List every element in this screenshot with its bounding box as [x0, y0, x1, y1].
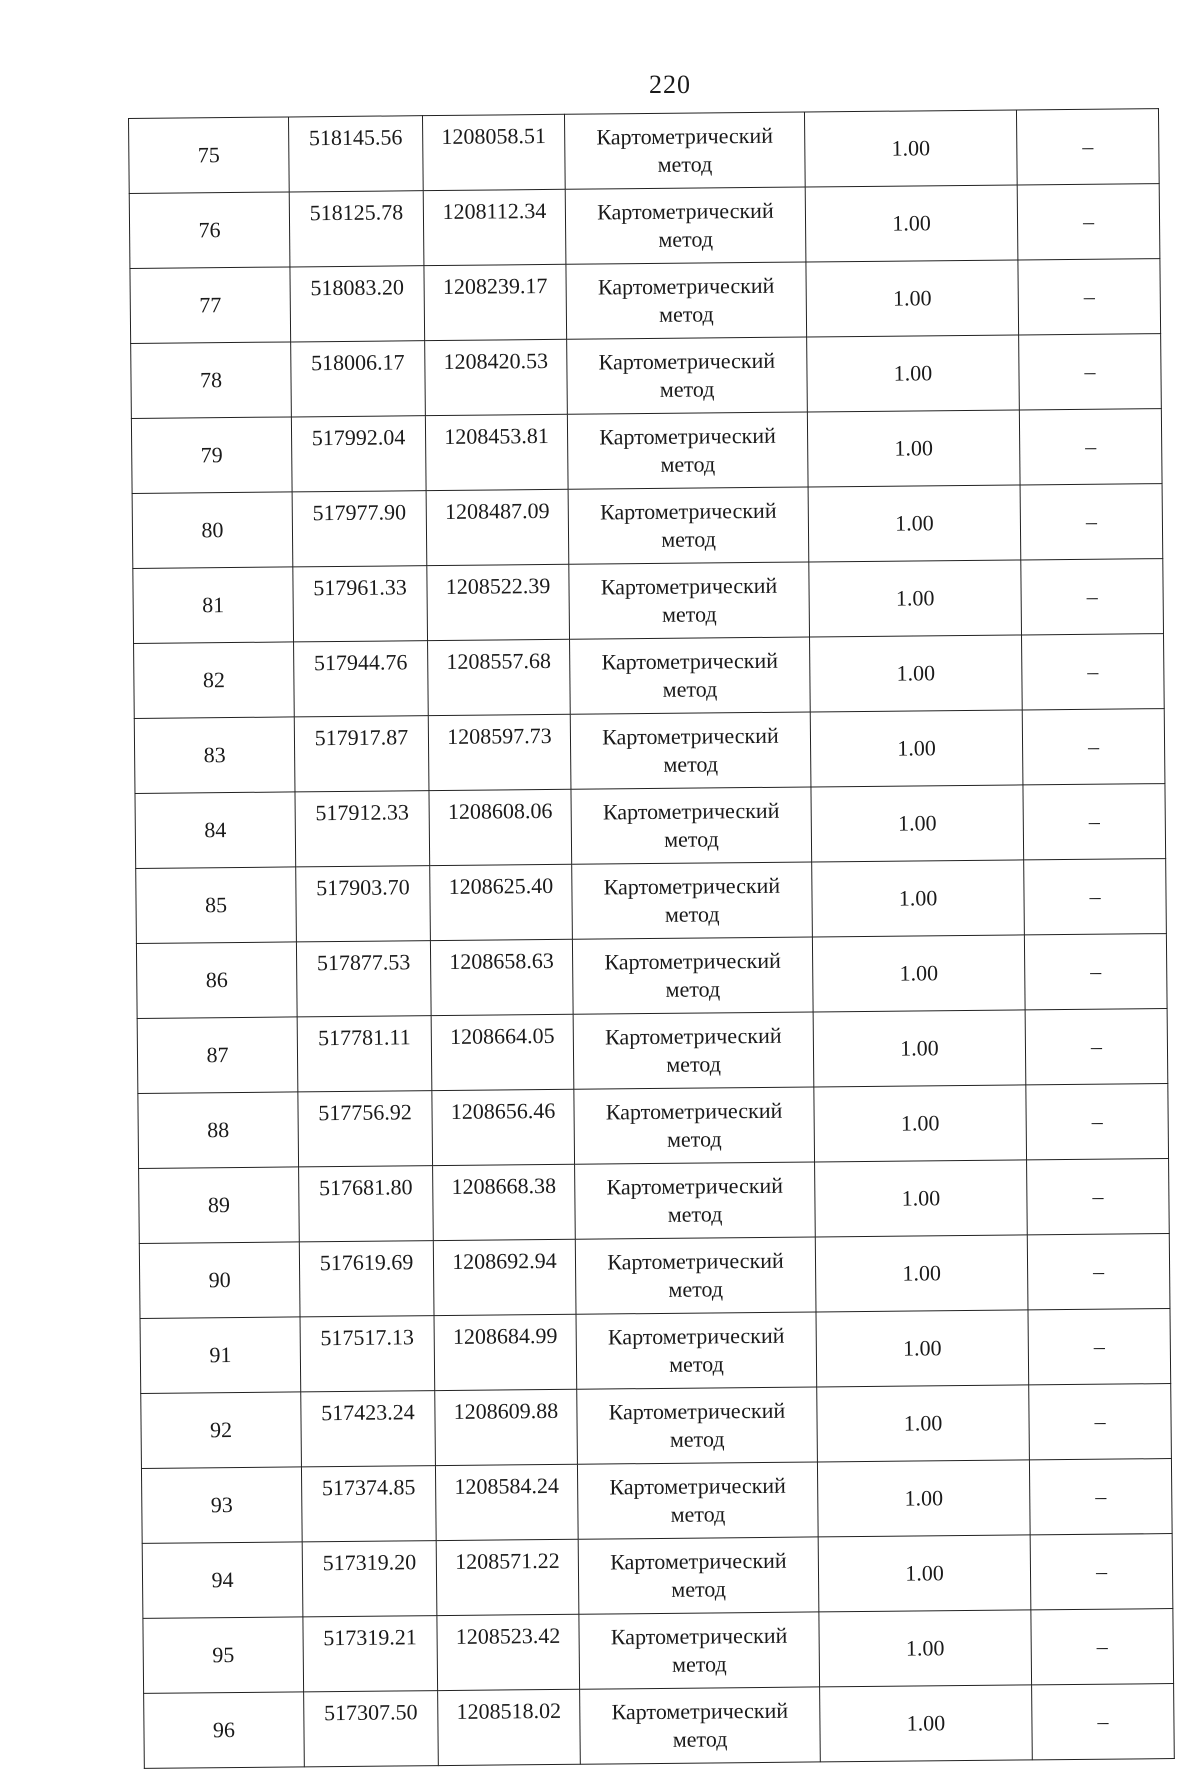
precision-cell: 1.00 [815, 1160, 1028, 1237]
method-line-1: Картометрический [600, 572, 778, 600]
point-number-cell: 79 [131, 417, 292, 494]
precision-cell: 1.00 [814, 1085, 1027, 1162]
note-cell: – [1018, 259, 1161, 335]
precision-cell: 1.00 [810, 635, 1023, 712]
precision-cell: 1.00 [818, 1535, 1031, 1612]
precision-cell: 1.00 [817, 1385, 1030, 1462]
method-line-2: метод [672, 1726, 728, 1752]
y-coordinate-cell: 1208487.09 [426, 489, 569, 565]
note-cell: – [1031, 1609, 1174, 1685]
table-row [139, 1234, 1170, 1319]
table-row [137, 1009, 1168, 1094]
method-line-1: Картометрический [611, 1697, 789, 1725]
table-row [144, 1684, 1175, 1769]
method-line-1: Картометрический [597, 272, 775, 300]
y-coordinate-cell: 1208557.68 [428, 639, 571, 715]
coordinates-table [128, 108, 1175, 1769]
x-coordinate-cell: 517992.04 [291, 416, 426, 492]
precision-cell: 1.00 [816, 1310, 1029, 1387]
method-cell [574, 1087, 815, 1164]
method-line-1: Картометрический [599, 497, 777, 525]
precision-cell: 1.00 [812, 860, 1025, 937]
y-coordinate-cell: 1208058.51 [422, 114, 565, 190]
method-line-1: Картометрический [610, 1547, 787, 1575]
method-cell [569, 562, 810, 639]
method-cell [567, 337, 808, 414]
precision-cell: 1.00 [820, 1685, 1033, 1762]
note-cell: – [1026, 1084, 1169, 1160]
method-line-2: метод [661, 601, 717, 627]
point-number-cell: 77 [130, 267, 291, 344]
table-row [136, 859, 1167, 944]
method-cell [577, 1462, 818, 1539]
method-line-2: метод [663, 751, 719, 777]
method-cell [576, 1312, 817, 1389]
point-number-cell: 82 [134, 642, 295, 719]
method-line-1: Картометрический [607, 1247, 784, 1275]
precision-cell: 1.00 [808, 485, 1021, 562]
method-line-1: Картометрический [607, 1322, 785, 1350]
y-coordinate-cell: 1208625.40 [430, 864, 573, 940]
precision-cell: 1.00 [807, 410, 1020, 487]
method-line-2: метод [666, 1126, 722, 1152]
note-cell: – [1029, 1384, 1172, 1460]
point-number-cell: 87 [137, 1017, 298, 1094]
method-line-1: Картометрический [601, 647, 779, 675]
x-coordinate-cell: 517423.24 [301, 1391, 436, 1467]
x-coordinate-cell: 517903.70 [296, 866, 431, 942]
method-line-1: Картометрический [602, 722, 779, 750]
table-row [141, 1459, 1172, 1544]
precision-cell: 1.00 [819, 1610, 1032, 1687]
y-coordinate-cell: 1208420.53 [425, 339, 568, 415]
point-number-cell: 85 [136, 867, 297, 944]
method-cell [572, 937, 813, 1014]
method-cell [570, 712, 811, 789]
method-cell [565, 187, 806, 264]
table-row [131, 409, 1162, 494]
x-coordinate-cell: 517917.87 [294, 716, 429, 792]
method-cell [568, 487, 809, 564]
x-coordinate-cell: 517681.80 [299, 1166, 434, 1242]
method-cell [575, 1237, 816, 1314]
y-coordinate-cell: 1208656.46 [432, 1089, 575, 1165]
note-cell: – [1025, 1009, 1168, 1085]
method-cell [572, 862, 813, 939]
x-coordinate-cell: 517517.13 [300, 1316, 435, 1392]
method-line-1: Картометрический [610, 1622, 788, 1650]
method-line-2: метод [671, 1576, 727, 1602]
y-coordinate-cell: 1208692.94 [433, 1239, 576, 1315]
y-coordinate-cell: 1208453.81 [425, 414, 568, 490]
note-cell: – [1021, 559, 1164, 635]
point-number-cell: 91 [140, 1317, 301, 1394]
y-coordinate-cell: 1208584.24 [435, 1464, 578, 1540]
y-coordinate-cell: 1208112.34 [423, 189, 566, 265]
note-cell: – [1024, 934, 1167, 1010]
y-coordinate-cell: 1208684.99 [434, 1314, 577, 1390]
point-number-cell: 93 [141, 1467, 302, 1544]
method-cell [566, 262, 807, 339]
method-line-2: метод [660, 451, 716, 477]
precision-cell: 1.00 [813, 1010, 1026, 1087]
method-line-1: Картометрический [602, 797, 780, 825]
precision-cell: 1.00 [815, 1235, 1028, 1312]
method-line-2: метод [665, 976, 721, 1002]
method-cell [579, 1612, 820, 1689]
method-line-2: метод [664, 901, 720, 927]
x-coordinate-cell: 517756.92 [298, 1091, 433, 1167]
method-line-1: Картометрический [597, 197, 774, 225]
note-cell: – [1019, 334, 1162, 410]
point-number-cell: 84 [135, 792, 296, 869]
method-line-1: Картометрический [596, 122, 774, 150]
table-row [135, 784, 1166, 869]
method-cell [571, 787, 812, 864]
table-row [141, 1384, 1172, 1469]
precision-cell: 1.00 [812, 935, 1025, 1012]
x-coordinate-cell: 517374.85 [301, 1466, 436, 1542]
note-cell: – [1019, 409, 1162, 485]
note-cell: – [1023, 784, 1166, 860]
y-coordinate-cell: 1208609.88 [435, 1389, 578, 1465]
method-cell [567, 412, 808, 489]
coordinates-table-wrap [128, 108, 1174, 1769]
method-line-1: Картометрический [605, 1097, 783, 1125]
x-coordinate-cell: 517319.21 [303, 1616, 438, 1692]
x-coordinate-cell: 517319.20 [302, 1541, 437, 1617]
precision-cell: 1.00 [806, 260, 1019, 337]
precision-cell: 1.00 [807, 335, 1020, 412]
page-number: 220 [649, 70, 691, 99]
table-row [132, 484, 1163, 569]
y-coordinate-cell: 1208608.06 [429, 789, 572, 865]
precision-cell: 1.00 [810, 710, 1023, 787]
method-line-1: Картометрический [603, 872, 781, 900]
y-coordinate-cell: 1208664.05 [431, 1014, 574, 1090]
point-number-cell: 89 [139, 1167, 300, 1244]
method-line-1: Картометрический [608, 1397, 786, 1425]
note-cell: – [1020, 484, 1163, 560]
point-number-cell: 83 [134, 717, 295, 794]
point-number-cell: 92 [141, 1392, 302, 1469]
note-cell: – [1030, 1534, 1173, 1610]
method-cell [577, 1387, 818, 1464]
point-number-cell: 81 [133, 567, 294, 644]
method-line-1: Картометрический [604, 947, 781, 975]
y-coordinate-cell: 1208518.02 [438, 1689, 581, 1765]
method-line-2: метод [667, 1201, 723, 1227]
table-row [139, 1159, 1170, 1244]
note-cell: – [1027, 1234, 1170, 1310]
method-cell [564, 112, 805, 189]
table-row [134, 709, 1165, 794]
table-row [129, 109, 1160, 194]
y-coordinate-cell: 1208668.38 [433, 1164, 576, 1240]
method-line-1: Картометрический [609, 1472, 787, 1500]
note-cell: – [1029, 1459, 1172, 1535]
method-line-1: Картометрический [606, 1172, 784, 1200]
method-cell [575, 1162, 816, 1239]
method-line-2: метод [659, 376, 715, 402]
precision-cell: 1.00 [809, 560, 1022, 637]
note-cell: – [1017, 184, 1160, 260]
table-row [140, 1309, 1171, 1394]
note-cell: – [1032, 1684, 1175, 1760]
method-line-2: метод [671, 1651, 727, 1677]
method-line-2: метод [658, 301, 714, 327]
method-cell [570, 637, 811, 714]
x-coordinate-cell: 518006.17 [291, 341, 426, 417]
x-coordinate-cell: 517961.33 [293, 566, 428, 642]
table-row [134, 634, 1165, 719]
table-row [136, 934, 1167, 1019]
point-number-cell: 90 [139, 1242, 300, 1319]
method-line-2: метод [666, 1051, 722, 1077]
y-coordinate-cell: 1208597.73 [428, 714, 571, 790]
point-number-cell: 80 [132, 492, 293, 569]
table-row [138, 1084, 1169, 1169]
y-coordinate-cell: 1208571.22 [436, 1539, 579, 1615]
y-coordinate-cell: 1208239.17 [424, 264, 567, 340]
x-coordinate-cell: 517977.90 [292, 491, 427, 567]
table-row [133, 559, 1164, 644]
precision-cell: 1.00 [811, 785, 1024, 862]
x-coordinate-cell: 518145.56 [288, 116, 423, 192]
x-coordinate-cell: 517944.76 [294, 641, 429, 717]
precision-cell: 1.00 [804, 110, 1017, 187]
method-cell [578, 1537, 819, 1614]
table-row [129, 184, 1160, 269]
method-line-2: метод [670, 1501, 726, 1527]
x-coordinate-cell: 517912.33 [295, 791, 430, 867]
method-cell [580, 1687, 821, 1764]
point-number-cell: 78 [131, 342, 292, 419]
precision-cell: 1.00 [805, 185, 1018, 262]
x-coordinate-cell: 517307.50 [304, 1691, 439, 1767]
table-row [142, 1534, 1173, 1619]
x-coordinate-cell: 518125.78 [289, 191, 424, 267]
note-cell: – [1022, 709, 1165, 785]
method-line-2: метод [669, 1351, 724, 1377]
note-cell: – [1024, 859, 1167, 935]
method-line-2: метод [658, 226, 714, 252]
method-line-2: метод [664, 826, 719, 852]
note-cell: – [1027, 1159, 1170, 1235]
note-cell: – [1022, 634, 1165, 710]
x-coordinate-cell: 517619.69 [299, 1241, 434, 1317]
x-coordinate-cell: 518083.20 [290, 266, 425, 342]
x-coordinate-cell: 517877.53 [296, 941, 431, 1017]
y-coordinate-cell: 1208658.63 [430, 939, 573, 1015]
note-cell: – [1016, 109, 1159, 185]
point-number-cell: 75 [129, 117, 290, 194]
point-number-cell: 88 [138, 1092, 299, 1169]
table-row [131, 334, 1162, 419]
method-line-2: метод [661, 526, 716, 552]
point-number-cell: 94 [142, 1542, 303, 1619]
method-line-2: метод [657, 151, 713, 177]
table-body [129, 109, 1175, 1769]
table-row [130, 259, 1161, 344]
note-cell: – [1028, 1309, 1171, 1385]
point-number-cell: 95 [143, 1617, 304, 1694]
point-number-cell: 76 [129, 192, 290, 269]
table-row [143, 1609, 1174, 1694]
method-line-1: Картометрический [598, 347, 776, 375]
precision-cell: 1.00 [817, 1460, 1030, 1537]
method-line-2: метод [669, 1426, 725, 1452]
y-coordinate-cell: 1208522.39 [427, 564, 570, 640]
method-line-1: Картометрический [599, 422, 776, 450]
y-coordinate-cell: 1208523.42 [437, 1614, 580, 1690]
point-number-cell: 86 [136, 942, 297, 1019]
method-line-2: метод [662, 676, 718, 702]
method-line-1: Картометрический [604, 1022, 782, 1050]
method-cell [573, 1012, 814, 1089]
x-coordinate-cell: 517781.11 [297, 1016, 432, 1092]
method-line-2: метод [668, 1276, 724, 1302]
point-number-cell: 96 [144, 1692, 305, 1769]
